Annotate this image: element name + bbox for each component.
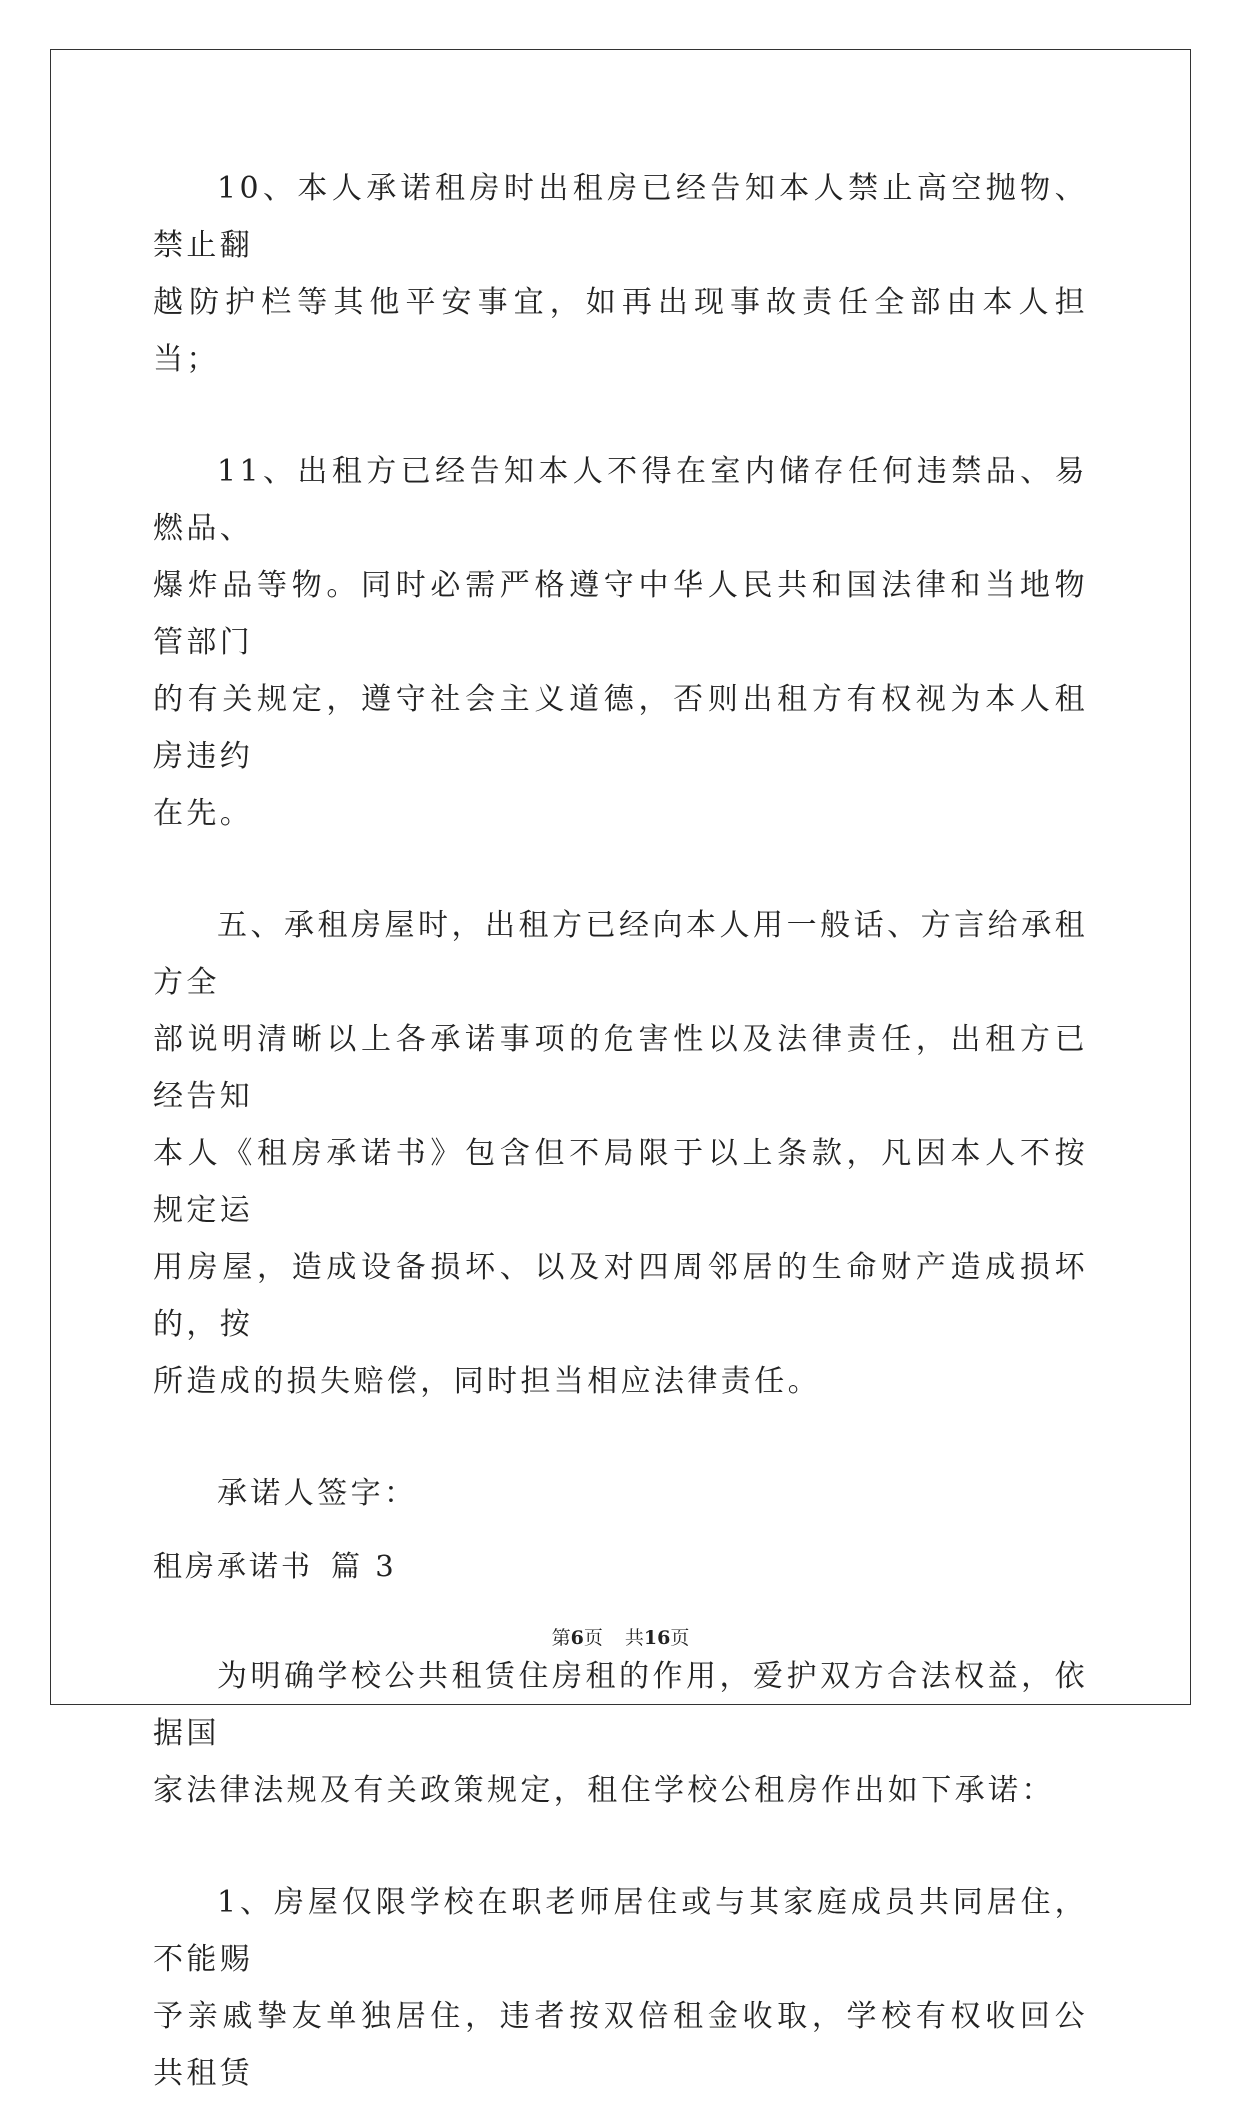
- paragraph-line: 所造成的损失赔偿，同时担当相应法律责任。: [153, 1364, 821, 1399]
- page-footer: [0, 1623, 1241, 1650]
- section-title: 租房承诺书: [153, 1549, 314, 1583]
- footer-prefix: 第: [551, 1627, 571, 1649]
- paragraph-line: 予亲戚挚友单独居住，违者按双倍租金收取，学校有权收回公共租赁: [153, 1999, 1088, 2091]
- paragraph-line: 用房屋，造成设备损坏、以及对四周邻居的生命财产造成损坏的，按: [153, 1250, 1088, 1342]
- paragraph-item-10: [153, 160, 1088, 388]
- paragraph-line: 的有关规定，遵守社会主义道德，否则出租方有权视为本人租房违约: [153, 682, 1088, 774]
- signature-label: 承诺人签字：: [217, 1476, 418, 1511]
- paragraph-line: 11、出租方已经告知本人不得在室内储存任何违禁品、易燃品、: [153, 454, 1088, 546]
- footer-total-suffix: 页: [670, 1627, 690, 1649]
- paragraph-section-5: [153, 897, 1088, 1410]
- paragraph-line: 10、本人承诺租房时出租房已经告知本人禁止高空抛物、禁止翻: [153, 171, 1088, 263]
- paragraph-line: 1、房屋仅限学校在职老师居住或与其家庭成员共同居住，不能赐: [153, 1885, 1088, 1977]
- footer-current-page: 6: [570, 1627, 584, 1649]
- paragraph-intro: [153, 1648, 1088, 1819]
- footer-total-prefix: 共: [624, 1627, 644, 1649]
- paragraph-item-1: [153, 1874, 1088, 2102]
- document-body: [153, 160, 1088, 2102]
- paragraph-line: 爆炸品等物。同时必需严格遵守中华人民共和国法律和当地物管部门: [153, 568, 1088, 660]
- paragraph-line: 五、承租房屋时，出租方已经向本人用一般话、方言给承租方全: [153, 908, 1088, 1000]
- signature-line: [153, 1465, 1088, 1522]
- paragraph-item-11: [153, 443, 1088, 842]
- paragraph-line: 本人《租房承诺书》包含但不局限于以上条款，凡因本人不按规定运: [153, 1136, 1088, 1228]
- paragraph-line: 部说明清晰以上各承诺事项的危害性以及法律责任，出租方已经告知: [153, 1022, 1088, 1114]
- paragraph-line: 越防护栏等其他平安事宜，如再出现事故责任全部由本人担当；: [153, 285, 1088, 377]
- footer-total-pages: 16: [643, 1627, 671, 1649]
- section-heading: [153, 1538, 1088, 1595]
- paragraph-line: 家法律法规及有关政策规定，租住学校公租房作出如下承诺：: [153, 1773, 1055, 1808]
- paragraph-line: 为明确学校公共租赁住房租的作用，爱护双方合法权益，依据国: [153, 1659, 1088, 1751]
- paragraph-line: 在先。: [153, 796, 254, 831]
- section-part: 篇 3: [331, 1549, 397, 1583]
- footer-page-word: 页: [583, 1627, 603, 1649]
